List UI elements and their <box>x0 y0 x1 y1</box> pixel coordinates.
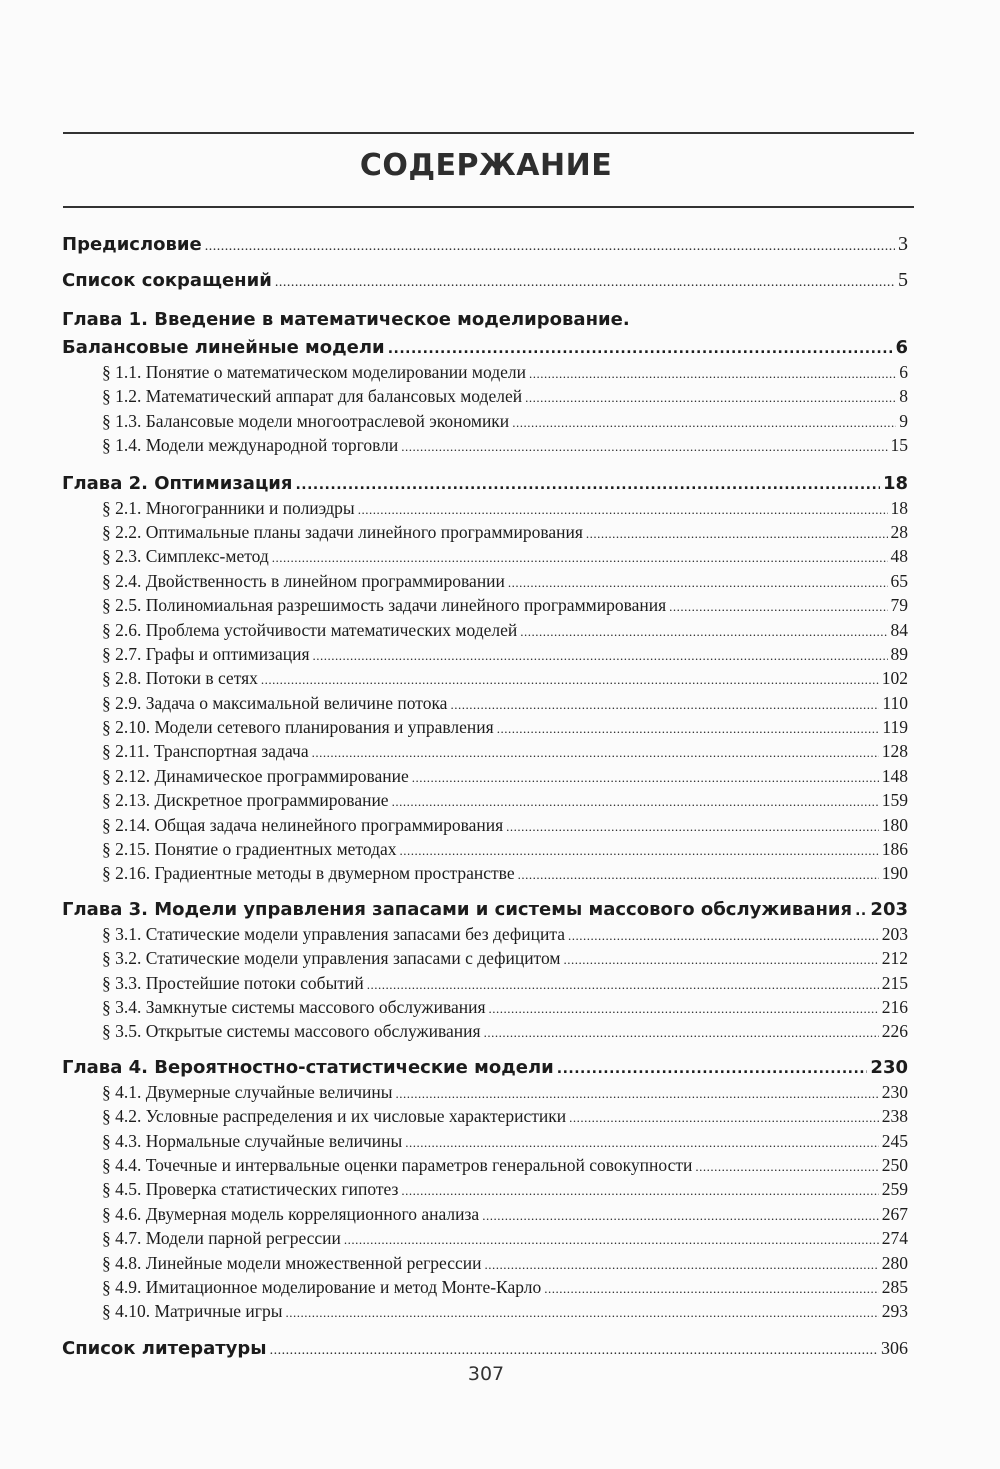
toc-section[interactable] <box>62 1226 908 1250</box>
toc-section[interactable] <box>62 520 908 544</box>
dot-leader <box>506 815 879 839</box>
toc-section-label: § 1.4. Модели международной торговли <box>102 435 399 456</box>
toc-section-page: 159 <box>881 790 908 811</box>
toc-section-label: § 3.2. Статические модели управления запасами с дефицитом <box>102 948 561 969</box>
dot-leader <box>520 620 887 644</box>
dot-leader <box>695 1155 878 1179</box>
toc-section-page: 216 <box>881 996 908 1017</box>
toc-section-label: § 4.7. Модели парной регрессии <box>102 1228 341 1249</box>
toc-section-label: § 4.6. Двумерная модель корреляционного анализа <box>102 1203 480 1224</box>
toc-section[interactable] <box>62 813 908 837</box>
toc-section-page: 110 <box>882 692 908 713</box>
dot-leader <box>484 1021 879 1045</box>
toc-section[interactable] <box>62 544 908 568</box>
toc-section-label: § 4.8. Линейные модели множественной регрессии <box>102 1252 482 1273</box>
dot-leader <box>557 1057 868 1081</box>
toc-section-page: 48 <box>890 546 908 567</box>
toc-entry-page: 203 <box>870 898 908 920</box>
chapter-3-block <box>62 898 908 1044</box>
toc-chapter-4[interactable] <box>62 1056 908 1080</box>
toc-section-label: § 3.4. Замкнутые системы массового обслуживания <box>102 996 486 1017</box>
chapter-2-block <box>62 472 908 886</box>
toc-section[interactable] <box>62 739 908 763</box>
toc-entry-page: 6 <box>895 337 908 358</box>
toc-section-label: § 2.4. Двойственность в линейном программировании <box>102 570 505 591</box>
toc-section-label: § 2.2. Оптимальные планы задачи линейного программирования <box>102 521 583 542</box>
toc-section-label: § 4.9. Имитационное моделирование и метод Монте-Карло <box>102 1276 542 1297</box>
dot-leader <box>285 1301 878 1325</box>
toc-section-label: § 2.16. Градиентные методы в двумерном пространстве <box>102 863 515 884</box>
toc-section-label: § 2.3. Симплекс-метод <box>102 546 269 567</box>
toc-section-label: § 3.3. Простейшие потоки событий <box>102 972 364 993</box>
dot-leader <box>529 362 896 386</box>
dot-leader <box>563 948 878 972</box>
toc-section-page: 119 <box>882 717 908 738</box>
toc-section[interactable] <box>62 861 908 885</box>
dot-leader <box>392 790 879 814</box>
toc-section[interactable] <box>62 593 908 617</box>
toc-section-page: 226 <box>881 1021 908 1042</box>
toc-section[interactable] <box>62 788 908 812</box>
toc-section-label: § 2.8. Потоки в сетях <box>102 668 258 689</box>
dot-leader <box>544 1277 878 1301</box>
dot-leader <box>450 693 879 717</box>
chapter-1-block <box>62 308 908 458</box>
toc-entry-label: Список сокращений <box>62 270 272 291</box>
toc-section-label: § 2.9. Задача о максимальной величине потока <box>102 692 448 713</box>
toc-section[interactable] <box>62 1202 908 1226</box>
toc-section-label: § 2.6. Проблема устойчивости математических моделей <box>102 619 518 640</box>
toc-entry-label: Предисловие <box>62 234 202 255</box>
toc-section[interactable] <box>62 618 908 642</box>
dot-leader <box>344 1228 879 1252</box>
toc-section[interactable] <box>62 946 908 970</box>
dot-leader <box>405 1131 879 1155</box>
toc-section-label: § 2.15. Понятие о градиентных методах <box>102 839 397 860</box>
toc-entry-label: Глава 2. Оптимизация <box>62 472 293 494</box>
dot-leader <box>272 546 888 570</box>
dot-leader <box>388 337 893 361</box>
toc-section[interactable] <box>62 715 908 739</box>
title-underline-rule <box>63 206 914 208</box>
dot-leader <box>569 1106 879 1130</box>
dot-leader <box>400 839 879 863</box>
toc-section-page: 238 <box>881 1106 908 1127</box>
toc-entry-abbreviations[interactable] <box>62 268 908 292</box>
toc-section-page: 9 <box>899 410 908 431</box>
dot-leader <box>358 498 888 522</box>
toc-section[interactable] <box>62 360 908 384</box>
dot-leader <box>401 1179 878 1203</box>
toc-chapter-1[interactable] <box>62 336 908 360</box>
toc-entry-page: 18 <box>882 472 908 494</box>
page-title: СОДЕРЖАНИЕ <box>359 148 613 183</box>
toc-chapter-3[interactable] <box>62 898 908 922</box>
toc-section[interactable] <box>62 971 908 995</box>
toc-entry-label: Список литературы <box>62 1337 267 1359</box>
toc-section-label: § 2.14. Общая задача нелинейного программирования <box>102 814 504 835</box>
toc-section-page: 293 <box>881 1301 908 1322</box>
toc-section[interactable] <box>62 642 908 666</box>
toc-section[interactable] <box>62 1275 908 1299</box>
dot-leader <box>205 235 895 259</box>
toc-section-page: 8 <box>899 386 908 407</box>
toc-section-page: 28 <box>890 521 908 542</box>
dot-leader <box>412 766 879 790</box>
dot-leader <box>568 924 879 948</box>
toc-section-page: 215 <box>881 972 908 993</box>
toc-section-page: 65 <box>890 570 908 591</box>
toc-section[interactable] <box>62 995 908 1019</box>
toc-section-page: 79 <box>890 595 908 616</box>
toc-section[interactable] <box>62 569 908 593</box>
page-number: 307 <box>467 1363 505 1385</box>
dot-leader <box>295 473 879 497</box>
toc-section[interactable] <box>62 764 908 788</box>
toc-section-label: § 1.1. Понятие о математическом моделировании модели <box>102 362 526 382</box>
toc-entry-page: 230 <box>870 1056 908 1078</box>
toc-section[interactable] <box>62 1019 908 1043</box>
toc-section-label: § 2.11. Транспортная задача <box>102 741 309 762</box>
toc-section-label: § 2.7. Графы и оптимизация <box>102 643 310 664</box>
toc-section-label: § 2.10. Модели сетевого планирования и управления <box>102 717 494 738</box>
toc-section-page: 148 <box>881 765 908 786</box>
dot-leader <box>489 997 879 1021</box>
toc-section-label: § 1.2. Математический аппарат для балансовых моделей <box>102 386 523 407</box>
toc-section-page: 250 <box>881 1154 908 1175</box>
toc-section[interactable] <box>62 922 908 946</box>
toc-section-page: 102 <box>881 668 908 689</box>
dot-leader <box>482 1204 879 1228</box>
dot-leader <box>313 644 888 668</box>
dot-leader <box>312 741 879 765</box>
toc-section-label: § 4.5. Проверка статистических гипотез <box>102 1179 399 1200</box>
toc-section-label: § 4.2. Условные распределения и их числовые характеристики <box>102 1106 567 1127</box>
toc-section-label: § 3.5. Открытые системы массового обслуживания <box>102 1021 481 1042</box>
dot-leader <box>261 668 879 692</box>
toc-section-label: § 4.1. Двумерные случайные величины <box>102 1081 393 1102</box>
toc-section-page: 285 <box>881 1276 908 1297</box>
toc-section-page: 84 <box>890 619 908 640</box>
toc-section-page: 15 <box>890 435 908 456</box>
toc-chapter-2[interactable] <box>62 472 908 496</box>
toc-section-page: 212 <box>881 948 908 969</box>
toc-section-page: 259 <box>881 1179 908 1200</box>
toc-section[interactable] <box>62 496 908 520</box>
dot-leader <box>497 717 880 741</box>
toc-entry-label: Глава 3. Модели управления запасами и системы массового обслуживания <box>62 898 853 920</box>
toc-section-label: § 4.4. Точечные и интервальные оценки параметров генеральной совокупности <box>102 1154 693 1175</box>
toc-section[interactable] <box>62 1177 908 1201</box>
toc-section[interactable] <box>62 1104 908 1128</box>
toc-section-page: 180 <box>881 814 908 835</box>
chapter-4-block <box>62 1056 908 1324</box>
toc-entry-preface[interactable] <box>62 232 908 256</box>
toc-section[interactable] <box>62 1080 908 1104</box>
toc-section-label: § 4.3. Нормальные случайные величины <box>102 1130 403 1151</box>
dot-leader <box>508 571 888 595</box>
toc-section[interactable] <box>62 433 908 457</box>
dot-leader <box>525 386 896 410</box>
toc-section-page: 230 <box>881 1081 908 1102</box>
toc-section[interactable] <box>62 691 908 715</box>
toc-section-label: § 4.10. Матричные игры <box>102 1301 283 1322</box>
toc-section-label: § 3.1. Статические модели управления запасами без дефицита <box>102 923 565 944</box>
table-of-contents <box>62 232 908 1360</box>
toc-section-label: § 2.5. Полиномиальная разрешимость задачи линейного программирования <box>102 595 667 616</box>
dot-leader <box>270 1339 878 1363</box>
dot-leader <box>586 522 888 546</box>
toc-entry-label: Балансовые линейные модели <box>62 337 385 358</box>
dot-leader <box>512 411 896 435</box>
toc-section-page: 6 <box>899 362 908 382</box>
toc-section-label: § 2.13. Дискретное программирование <box>102 790 389 811</box>
toc-section-page: 89 <box>890 643 908 664</box>
toc-section-page: 128 <box>881 741 908 762</box>
dot-leader <box>485 1253 879 1277</box>
toc-section-page: 245 <box>881 1130 908 1151</box>
toc-section-page: 203 <box>881 923 908 944</box>
toc-section-page: 190 <box>881 863 908 884</box>
toc-section[interactable] <box>62 666 908 690</box>
chapter-1-title-line1: Глава 1. Введение в математическое моделирование. <box>62 309 630 330</box>
toc-section-label: § 2.12. Динамическое программирование <box>102 765 409 786</box>
toc-section[interactable] <box>62 1251 908 1275</box>
toc-section[interactable] <box>62 1153 908 1177</box>
toc-section[interactable] <box>62 384 908 408</box>
toc-section-label: § 2.1. Многогранники и полиэдры <box>102 497 355 518</box>
toc-entry-literature[interactable] <box>62 1336 908 1360</box>
dot-leader <box>518 863 879 887</box>
dot-leader <box>401 435 887 459</box>
toc-section-page: 280 <box>881 1252 908 1273</box>
toc-section[interactable] <box>62 837 908 861</box>
toc-section-label: § 1.3. Балансовые модели многоотраслевой экономики <box>102 410 510 431</box>
toc-entry-label: Глава 4. Вероятностно-статистические модели <box>62 1056 554 1078</box>
toc-section[interactable] <box>62 1299 908 1323</box>
toc-entry-page: 5 <box>898 269 908 291</box>
toc-entry-page: 3 <box>898 233 908 255</box>
toc-section-page: 274 <box>881 1228 908 1249</box>
dot-leader <box>669 595 887 619</box>
dot-leader <box>855 899 867 923</box>
toc-section-page: 186 <box>881 839 908 860</box>
toc-entry-page: 306 <box>881 1337 908 1358</box>
top-rule <box>63 132 914 134</box>
toc-section[interactable] <box>62 409 908 433</box>
dot-leader <box>367 973 879 997</box>
toc-section[interactable] <box>62 1129 908 1153</box>
toc-section-page: 267 <box>881 1203 908 1224</box>
dot-leader <box>396 1082 879 1106</box>
dot-leader <box>275 271 895 295</box>
toc-section-page: 18 <box>890 497 908 518</box>
